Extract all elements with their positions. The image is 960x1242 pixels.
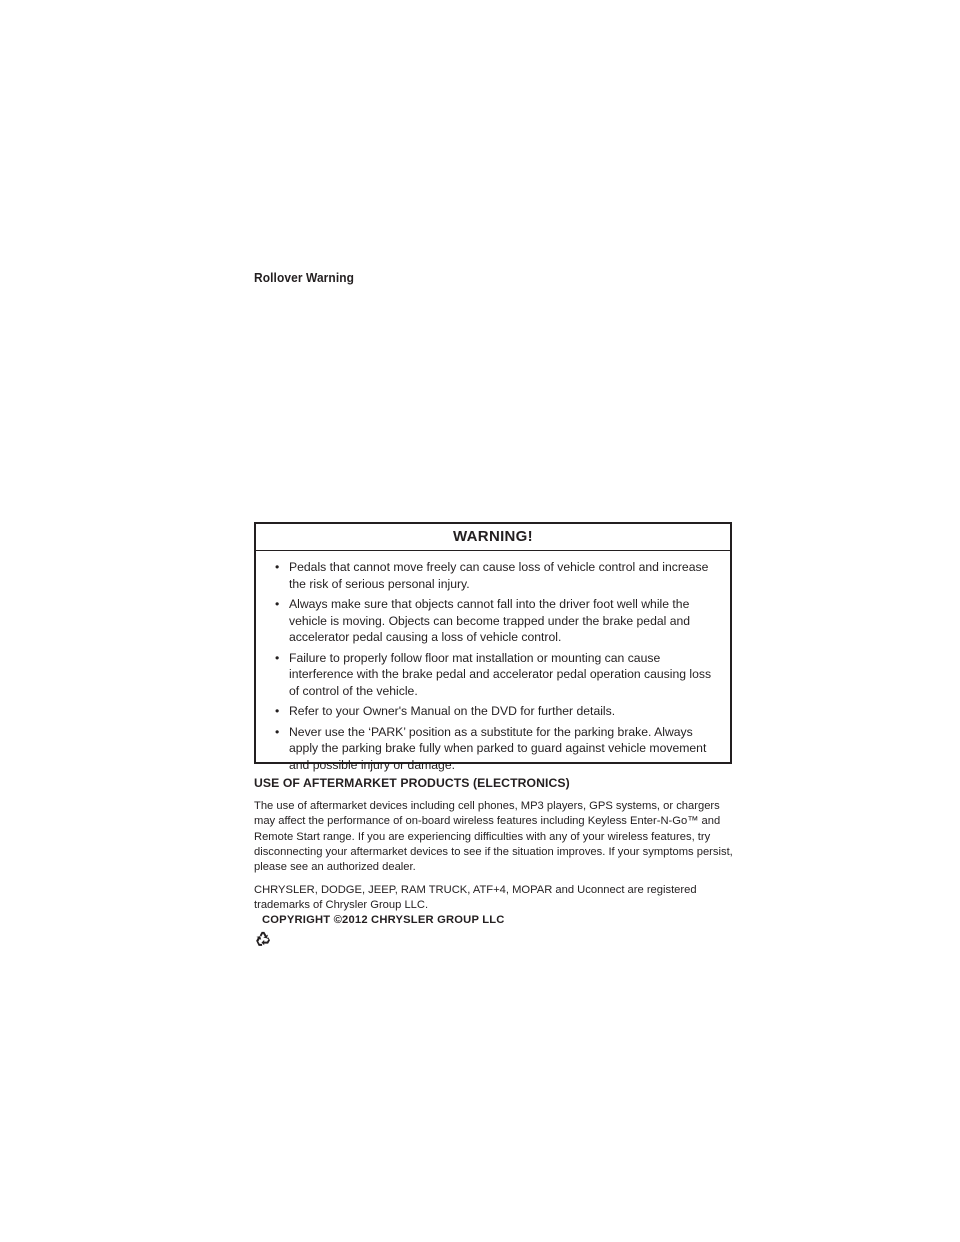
bullet-icon: • xyxy=(275,704,280,718)
warning-item xyxy=(267,703,722,720)
warning-list xyxy=(256,551,730,773)
bullet-icon: • xyxy=(275,724,280,739)
copyright-notice: COPYRIGHT ©2012 CHRYSLER GROUP LLC xyxy=(262,914,505,926)
warning-item-text: Refer to your Owner's Manual on the DVD for further details. xyxy=(289,704,616,718)
warning-item-text: Failure to properly follow floor mat installation or mounting can cause interference with the brake pedal and accelerator pedal operation causing loss of control of the vehicle. xyxy=(289,650,712,698)
bullet-icon: • xyxy=(275,560,280,574)
warning-item-text: Pedals that cannot move freely can cause loss of vehicle control and increase the risk of serious personal injury. xyxy=(289,560,709,591)
bullet-icon: • xyxy=(275,650,280,665)
warning-box xyxy=(254,522,732,772)
trademarks-paragraph: CHRYSLER, DODGE, JEEP, RAM TRUCK, ATF+4, MOPAR and Uconnect are registered trademarks of Chrysler Group LLC. xyxy=(254,884,697,912)
warning-item xyxy=(267,724,722,774)
aftermarket-paragraph: The use of aftermarket devices including cell phones, MP3 players, GPS systems, or chargers may affect the performance of on-board wireless features including Keyless Enter-N-Go™ and Remote Start range. If you are experiencing difficulties with any of your wireless features, try disconnecting your aftermarket devices to see if the situation improves. If your symptoms persist, please see an authorized dealer. xyxy=(254,800,733,874)
aftermarket-heading: USE OF AFTERMARKET PRODUCTS (ELECTRONICS) xyxy=(254,776,570,790)
recycle-icon xyxy=(254,930,272,948)
warning-item xyxy=(267,559,722,592)
warning-item xyxy=(267,650,722,700)
warning-item-text: Never use the ‘PARK’ position as a substitute for the parking brake. Always apply the parking brake fully when parked to guard against vehicle movement and possible injury or damage. xyxy=(289,724,707,772)
warning-title: WARNING! xyxy=(256,524,730,551)
warning-item xyxy=(267,596,722,646)
warning-item-text: Always make sure that objects cannot fall into the driver foot well while the vehicle is moving. Objects can become trapped under the brake pedal and accelerator pedal causing a loss of vehicle control. xyxy=(289,597,691,644)
rollover-warning-heading: Rollover Warning xyxy=(254,270,355,285)
bullet-icon: • xyxy=(275,597,280,611)
